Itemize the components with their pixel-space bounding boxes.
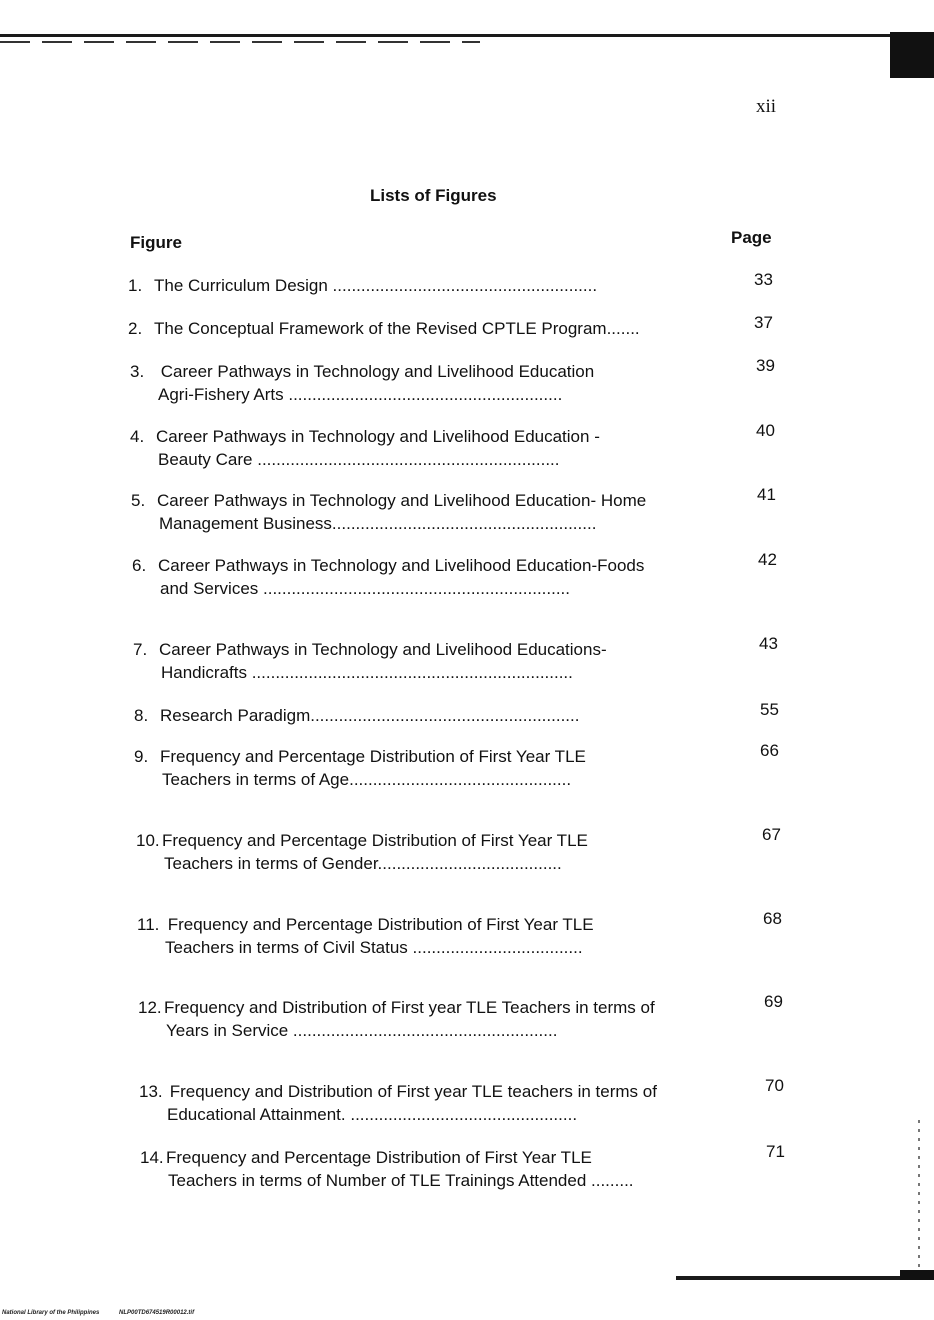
entry-number: 12.: [138, 998, 162, 1017]
entry-page: 69: [764, 992, 783, 1011]
entry-title: Research Paradigm.........................................................: [160, 706, 580, 725]
entry-number: 3.: [130, 362, 145, 381]
figure-entry: [132, 550, 777, 600]
entry-title: The Curriculum Design ........................................................: [154, 276, 598, 295]
entry-title: Career Pathways in Technology and Livelihood Education: [156, 362, 595, 381]
entry-title-continued: Educational Attainment. ................................................: [167, 1105, 578, 1124]
scan-bottom-line: [676, 1276, 934, 1280]
figure-entry: [128, 270, 773, 297]
entry-number: 1.: [128, 276, 143, 295]
figure-entry: [131, 485, 776, 535]
entry-page: 42: [758, 550, 777, 569]
entry-title: The Conceptual Framework of the Revised CPTLE Program.......: [154, 319, 640, 338]
entry-number: 6.: [132, 556, 147, 575]
scan-footer: [2, 1310, 212, 1316]
figure-entry: [140, 1142, 785, 1192]
entry-number: 11.: [137, 915, 160, 934]
figure-entry: [139, 1076, 784, 1126]
entry-title-continued: Years in Service ........................................................: [166, 1021, 558, 1040]
entry-page: 37: [754, 313, 773, 332]
entry-number: 14.: [140, 1148, 164, 1167]
entry-number: 7.: [133, 640, 148, 659]
entry-title-continued: Teachers in terms of Age...............................................: [162, 770, 572, 789]
figure-entry: [128, 313, 773, 340]
entry-title-continued: Teachers in terms of Civil Status ....................................: [165, 938, 583, 957]
entry-title-continued: Teachers in terms of Number of TLE Trainings Attended .........: [168, 1171, 634, 1190]
entry-title: Frequency and Percentage Distribution of First Year TLE: [163, 915, 594, 934]
scan-edge-line: [0, 34, 890, 37]
entry-number: 4.: [130, 427, 145, 446]
scan-corner-mark: [890, 32, 934, 78]
entry-title: Frequency and Percentage Distribution of First Year TLE: [166, 1148, 592, 1167]
scan-edge-specks: [918, 1120, 920, 1270]
entry-page: 55: [760, 700, 779, 719]
entry-title-continued: Management Business........................................................: [159, 514, 597, 533]
entry-title: Career Pathways in Technology and Livelihood Education-Foods: [158, 556, 645, 575]
entry-title-continued: Beauty Care ................................................................: [158, 450, 560, 469]
page-title: Lists of Figures: [370, 186, 497, 205]
entry-title: Frequency and Percentage Distribution of First Year TLE: [162, 831, 588, 850]
entry-page: 71: [766, 1142, 785, 1161]
entry-page: 70: [765, 1076, 784, 1095]
entry-page: 33: [754, 270, 773, 289]
entry-page: 39: [756, 356, 775, 375]
entry-number: 10.: [136, 831, 160, 850]
figure-entry: [134, 741, 779, 791]
entry-number: 2.: [128, 319, 143, 338]
entry-title: Career Pathways in Technology and Livelihood Education -: [156, 427, 600, 446]
scan-edge-line: [0, 41, 480, 43]
entry-number: 9.: [134, 747, 149, 766]
entry-title-continued: and Services .................................................................: [160, 579, 571, 598]
figure-entry: [138, 992, 783, 1042]
figure-entry: [130, 421, 775, 471]
entry-number: 13.: [139, 1082, 163, 1101]
figure-entry: [130, 356, 775, 406]
entry-page: 68: [763, 909, 782, 928]
entry-page: 41: [757, 485, 776, 504]
figure-entry: [133, 634, 778, 684]
entry-title: Frequency and Distribution of First year TLE Teachers in terms of: [164, 998, 655, 1017]
entry-page: 40: [756, 421, 775, 440]
entry-title-continued: Teachers in terms of Gender.......................................: [164, 854, 562, 873]
entry-title-continued: Agri-Fishery Arts ..........................................................: [158, 385, 563, 404]
entry-title: Career Pathways in Technology and Livelihood Education- Home: [157, 491, 647, 510]
entry-number: 8.: [134, 706, 149, 725]
entry-number: 5.: [131, 491, 146, 510]
page-number: xii: [756, 96, 777, 117]
scan-corner-mark: [900, 1270, 934, 1280]
entry-page: 67: [762, 825, 781, 844]
figure-entry: [134, 700, 779, 727]
entry-page: 43: [759, 634, 778, 653]
entry-page: 66: [760, 741, 779, 760]
figure-entry: [136, 825, 781, 875]
figure-entry: [137, 909, 782, 959]
entry-title-continued: Handicrafts ....................................................................: [161, 663, 573, 682]
entry-title: Career Pathways in Technology and Livelihood Educations-: [159, 640, 607, 659]
column-header-figure: Figure: [130, 233, 182, 252]
column-header-page: Page: [731, 228, 772, 247]
entry-title: Frequency and Percentage Distribution of First Year TLE: [160, 747, 586, 766]
footer-file: NLP00TD674519R00012.tif: [119, 1310, 195, 1316]
entry-title: Frequency and Distribution of First year TLE teachers in terms of: [165, 1082, 657, 1101]
footer-library: National Library of the Philippines: [2, 1310, 100, 1316]
